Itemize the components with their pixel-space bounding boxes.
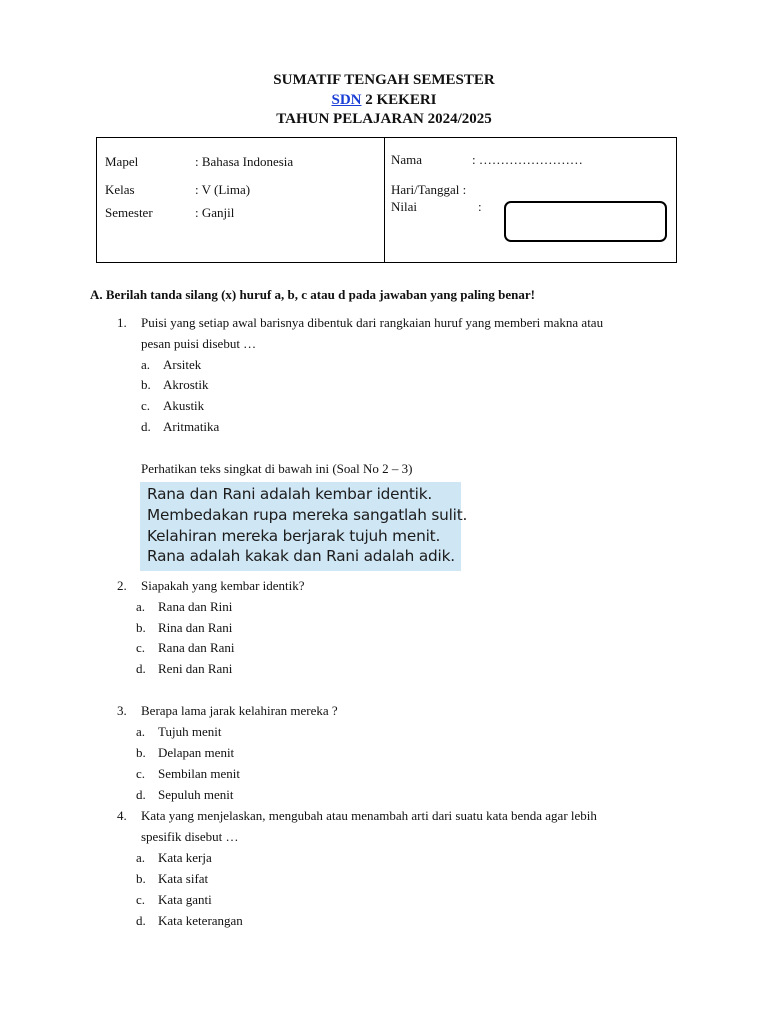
question-text: Berapa lama jarak kelahiran mereka ?: [141, 703, 338, 718]
nama-label: Nama: [391, 152, 423, 167]
passage-line: Membedakan rupa mereka sangatlah sulit.: [147, 506, 468, 524]
option-item[interactable]: [141, 398, 204, 414]
question-text: Kata yang menjelaskan, mengubah atau menambah arti dari suatu kata benda agar lebih: [141, 808, 597, 823]
option-label: d.: [136, 787, 146, 802]
question-1-line2: pesan puisi disebut …: [141, 336, 257, 351]
option-item[interactable]: [141, 419, 219, 435]
option-label: c.: [136, 892, 146, 907]
option-text: Arsitek: [163, 357, 202, 372]
option-label: b.: [136, 620, 146, 635]
passage-line: Rana dan Rani adalah kembar identik.: [147, 485, 433, 503]
option-item[interactable]: [141, 357, 201, 373]
option-label: b.: [136, 871, 146, 886]
question-number: 3.: [117, 703, 127, 718]
question-text: Puisi yang setiap awal barisnya dibentuk dari rangkaian huruf yang memberi makna atau: [141, 315, 604, 330]
option-text: Reni dan Rani: [158, 661, 233, 676]
school-name: [0, 92, 768, 109]
option-item[interactable]: [141, 377, 209, 393]
question-1: [117, 315, 603, 331]
option-label: d.: [136, 913, 146, 928]
question-number: 1.: [117, 315, 127, 330]
option-label: a.: [141, 357, 151, 372]
option-text: Kata sifat: [158, 871, 209, 886]
option-text: Akustik: [163, 398, 205, 413]
question-number: 4.: [117, 808, 127, 823]
option-text: Tujuh menit: [158, 724, 222, 739]
nilai-score-box[interactable]: [504, 201, 667, 242]
option-label: b.: [136, 745, 146, 760]
mapel-value: : Bahasa Indonesia: [195, 154, 294, 169]
question-number: 2.: [117, 578, 127, 593]
option-item[interactable]: [136, 787, 233, 803]
option-text: Kata ganti: [158, 892, 212, 907]
kelas-label: Kelas: [105, 182, 135, 197]
option-item[interactable]: [136, 620, 232, 636]
option-label: c.: [136, 640, 146, 655]
kelas-value: : V (Lima): [195, 182, 251, 197]
option-text: Rana dan Rini: [158, 599, 233, 614]
option-item[interactable]: [136, 850, 212, 866]
nilai-colon: :: [478, 199, 482, 214]
option-item[interactable]: [136, 599, 232, 615]
option-item[interactable]: [136, 766, 240, 782]
option-label: b.: [141, 377, 151, 392]
question-4: [117, 808, 597, 824]
option-label: c.: [136, 766, 146, 781]
option-text: Kata keterangan: [158, 913, 243, 928]
option-text: Kata kerja: [158, 850, 212, 865]
option-text: Rana dan Rani: [158, 640, 235, 655]
option-item[interactable]: [136, 892, 212, 908]
academic-year: TAHUN PELAJARAN 2024/2025: [276, 111, 492, 127]
option-text: Sepuluh menit: [158, 787, 234, 802]
passage-image: [140, 482, 468, 571]
option-text: Sembilan menit: [158, 766, 240, 781]
question-text: Siapakah yang kembar identik?: [141, 578, 305, 593]
section-a-instruction: A. Berilah tanda silang (x) huruf a, b, c atau d pada jawaban yang paling benar!: [90, 287, 535, 302]
option-text: Akrostik: [163, 377, 209, 392]
option-item[interactable]: [136, 745, 234, 761]
passage-intro: Perhatikan teks singkat di bawah ini (Soal No 2 – 3): [141, 461, 413, 476]
option-label: a.: [136, 850, 146, 865]
question-2: [117, 578, 305, 594]
nama-field[interactable]: : ……………………: [472, 152, 583, 167]
passage-line: Kelahiran mereka berjarak tujuh menit.: [147, 527, 441, 545]
option-item[interactable]: [136, 640, 235, 656]
question-4-line2: spesifik disebut …: [141, 829, 239, 844]
option-item[interactable]: [136, 724, 221, 740]
school-link[interactable]: SDN: [331, 92, 362, 108]
option-label: a.: [136, 599, 146, 614]
exam-title: SUMATIF TENGAH SEMESTER: [273, 72, 495, 88]
option-text: Rina dan Rani: [158, 620, 233, 635]
info-divider: [384, 138, 385, 262]
passage-line: Rana adalah kakak dan Rani adalah adik.: [147, 547, 455, 565]
option-label: c.: [141, 398, 151, 413]
school-name-rest: 2 KEKERI: [361, 92, 437, 108]
question-3: [117, 703, 338, 719]
option-text: Delapan menit: [158, 745, 235, 760]
hari-tanggal-label: Hari/Tanggal :: [391, 182, 467, 197]
option-label: d.: [136, 661, 146, 676]
nilai-label: Nilai: [391, 199, 417, 214]
semester-label: Semester: [105, 205, 153, 220]
option-item[interactable]: [136, 913, 243, 929]
option-text: Aritmatika: [163, 419, 220, 434]
option-label: d.: [141, 419, 151, 434]
option-item[interactable]: [136, 871, 208, 887]
semester-value: : Ganjil: [195, 205, 235, 220]
mapel-label: Mapel: [105, 154, 139, 169]
student-info-box: [96, 137, 677, 263]
option-label: a.: [136, 724, 146, 739]
option-item[interactable]: [136, 661, 232, 677]
